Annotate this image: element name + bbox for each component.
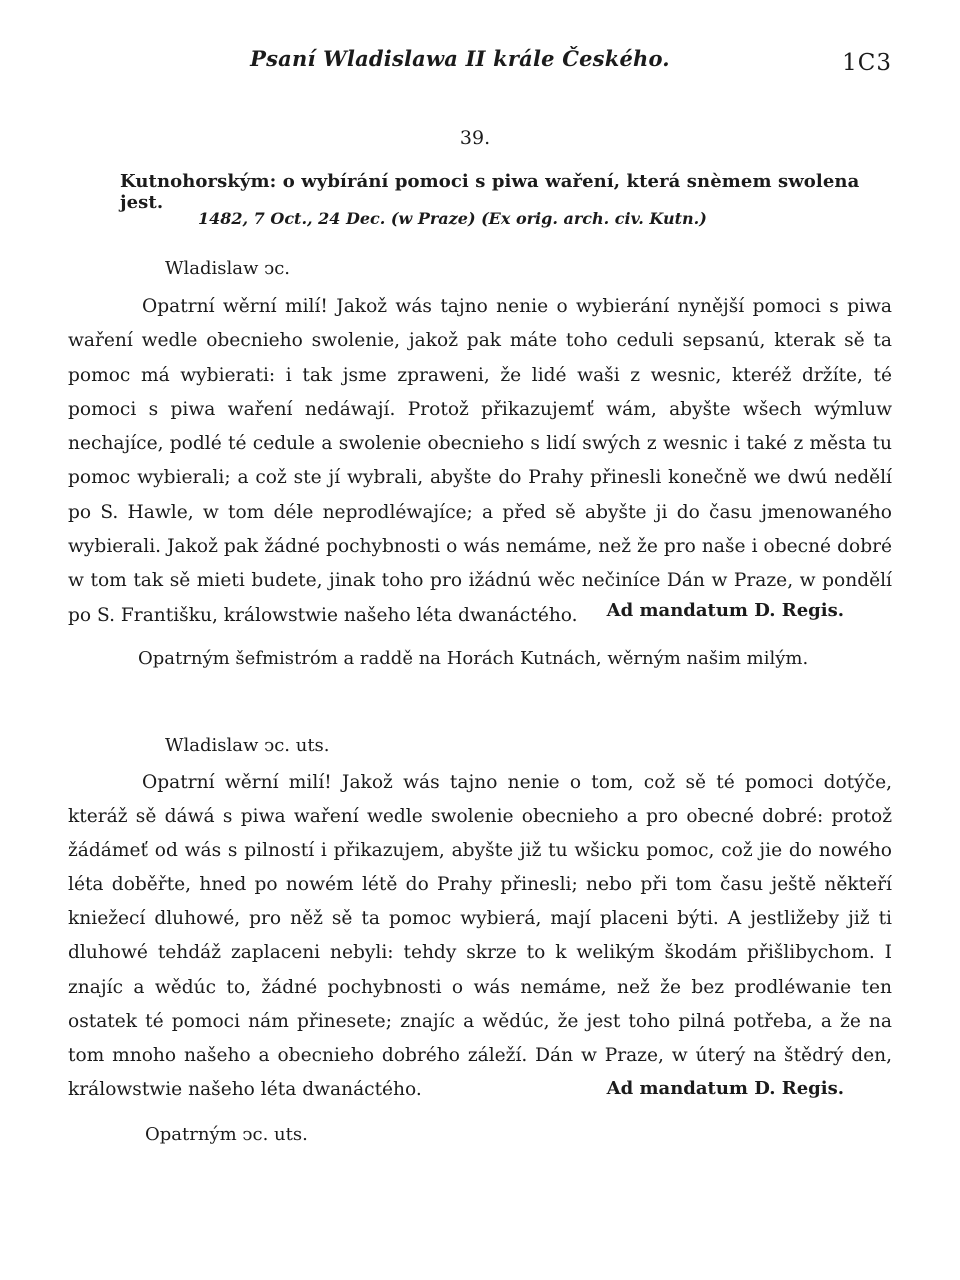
document-date-source: 1482, 7 Oct., 24 Dec. (w Praze) (Ex orig. arch. civ. Kutn.)	[198, 209, 707, 228]
letter-2-salutation: Wladislaw ↄc. uts.	[165, 735, 330, 756]
page-number: 1C3	[842, 50, 892, 76]
letter-1-mandatum: Ad mandatum D. Regis.	[606, 600, 844, 621]
letter-2-body: Opatrní wěrní milí! Jakož wás tajno nenie o tom, což sě té pomoci dotýče, kteráž sě dáwá s piwa waření wedle swolenie obecnieho a pro obecné dobré: protož žádámeť od wás s pilností i přikazujem, abyšte již tu wšicku pomoc, což jie do nowého léta doběřte, hned po nowém létě do Prahy přinesli; nebo při tom času ještě někteří kniežecí dluhowé, pro něž sě ta pomoc wybierá, mají placeni býti. A jestližeby již ti dluhowé tehdáž zaplaceni nebyli: tehdy skrze to k welikým škodám přišlibychom. I znajíc a wědúc to, žádné pochybnosti o wás nemáme, než že bez prodléwanie ten ostatek té pomoci nám přinesete; znajíc a wědúc, že jest toho pilná potřeba, a že na tom mnoho našeho a obecnieho dobrého záleží. Dán w Praze, w úterý na štědrý den, králowstwie našeho léta dwanáctého.	[68, 772, 892, 1100]
letter-1-body: Opatrní wěrní milí! Jakož wás tajno nenie o wybierání nynější pomoci s piwa waření wedle obecnieho swolenie, jakož pak máte toho ceduli sepsanú, kterak sě ta pomoc má wybierati: i tak jsme zpraweni, že lidé waši z wesnic, kteréž držíte, té pomoci s piwa waření nedáwají. Protož přikazujemť wám, abyšte wšech wýmluw nechajíce, podlé té cedule a swolenie obecnieho s lidí swých z wesnic i také z města tu pomoc wybierali; a což ste jí wybrali, abyšte do Prahy přinesli konečně we dwú nedělí po S. Hawle, w tom déle neprodléwajíce; a před sě abyšte ji do času jmenowaného wybierali. Jakož pak žádné pochybnosti o wás nemáme, než že pro naše i obecné dobré w tom tak sě mieti budete, jinak toho pro ižádnú wěc nečiníce Dán w Praze, w pondělí po S. Františku, králowstwie našeho léta dwanáctého.	[68, 296, 892, 626]
document-summary: Kutnohorským: o wybírání pomoci s piwa waření, která snèmem swolena jest.	[120, 171, 860, 213]
letter-1-salutation: Wladislaw ↄc.	[165, 258, 291, 279]
letter-2-address: Opatrným ↄc. uts.	[145, 1124, 308, 1145]
running-title: Psaní Wladislawa II krále Českého.	[250, 46, 670, 71]
document-number: 39.	[459, 127, 491, 149]
letter-1-address: Opatrným šefmistróm a raddě na Horách Kutnách, wěrným našim milým.	[138, 648, 809, 669]
letter-2-mandatum: Ad mandatum D. Regis.	[606, 1078, 844, 1099]
